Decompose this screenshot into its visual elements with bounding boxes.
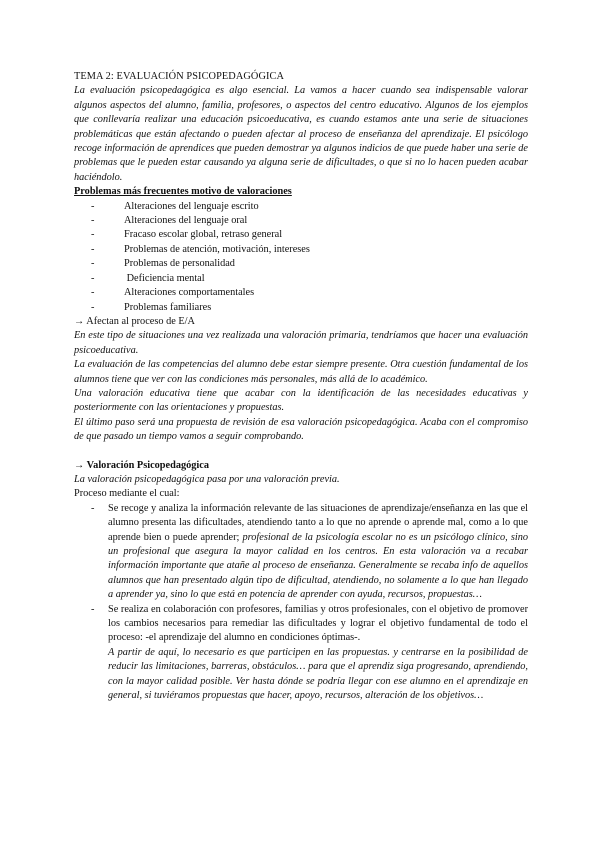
paragraph-identification: Una valoración educativa tiene que acabar con la identificación de las necesidades educativas y posteriormente con las orientaciones y propuestas.: [74, 387, 528, 414]
paragraph-primary-valuation: En este tipo de situaciones una vez realizada una valoración primaria, tendríamos que hacer una evaluación psicoeducativa.: [74, 330, 528, 356]
paragraph-competencies: La evaluación de las competencias del alumno debe estar siempre presente. Otra cuestión fundamental de los alumnos tiene que ver con las condiciones más personales, más allá de lo académico.: [74, 359, 528, 385]
process-text: Se recoge y analiza la información relevante de las situaciones de aprendizaje/enseñanza en las que el alumno presenta las dificultades, atendiendo tanto a lo que no aprende o aprende mal, como a lo que aprende bien o puede aprender;: [108, 502, 528, 543]
problems-heading: Problemas más frecuentes motivo de valoraciones: [74, 186, 292, 198]
process-text: Se realiza en colaboración con profesores, familias y otros profesionales, con el objetivo de promover los cambios necesarios para remediar las dificultades y lograr el objetivo fundamental de todo el proceso: -el aprendizaje del alumno en condiciones óptimas-.: [108, 603, 528, 644]
paragraph-last-step: El último paso será una propuesta de revisión de esa valoración psicopedagógica. Acaba con el compromiso de que pasado un tiempo vamos a seguir comprobando.: [74, 416, 528, 443]
list-item: - Problemas familiares: [91, 301, 528, 315]
affects-line: → Afectan al proceso de E/A: [74, 315, 195, 327]
document-page: [74, 70, 528, 703]
intro-paragraph: La evaluación psicopedagógica es algo esencial. La vamos a hacer cuando sea indispensable valorar algunos aspectos del alumno, familia, profesores, o aspectos del centro educativo. Algunos de los ejemplos que conllevaría realizar una educación psicoeducativa, es cuando estamos ante una serie de situaciones problemáticas que están afectando o pueden afectar al proceso de enseñanza del aprendizaje. El psicólogo recoge información de aprendices que pueden demostrar ya algunos indicios de que puede haber una serie de problemas que le pueden estar causando ya alguna serie de dificultades, o que si no lo hacen pueden acabar haciéndolo.: [74, 85, 528, 183]
list-item: - Problemas de atención, motivación, intereses: [91, 243, 528, 257]
process-label: Proceso mediante el cual:: [74, 488, 180, 500]
process-list: [74, 502, 528, 704]
list-item: [91, 603, 528, 704]
list-item: - Alteraciones comportamentales: [91, 286, 528, 300]
process-italic-text: profesional de la psicología escolar no es un psicólogo clínico, sino un profesional que asegura la mayor calidad en los centros. En esta valoración va a recabar información importante que atañe al proceso de enseñanza. Generalmente se recaba info de aquellos alumnos que han presentado algún tipo de dificultad, atendiendo, no solamente a lo que han llegado a aprender ya, sino lo que está en potencia de aprender con ayuda, recursos, propuestas…: [108, 531, 528, 601]
section-heading: → Valoración Psicopedagógica: [74, 459, 210, 471]
list-item: - Alteraciones del lenguaje escrito: [91, 200, 528, 214]
list-item: - Fracaso escolar global, retraso general: [91, 228, 528, 242]
list-item: - Deficiencia mental: [91, 272, 528, 286]
page-title: TEMA 2: EVALUACIÓN PSICOPEDAGÓGICA: [74, 71, 285, 82]
process-italic-text: A partir de aquí, lo necesario es que participen en las propuestas. y centrarse en la posibilidad de reducir las limitaciones, barreras, obstáculos… para que el aprendiz siga progresando, aprendiendo, con la mayor calidad posible. Ver hasta dónde se podría llegar con ese alumno en el aprendizaje en general, si tuviéramos propuestas que hacer, apoyo, recursos, alteración de los objetivos…: [108, 646, 528, 702]
spacer: [74, 445, 528, 459]
list-item: - Problemas de personalidad: [91, 257, 528, 271]
list-item: [91, 502, 528, 603]
section-subtitle: La valoración psicopedagógica pasa por una valoración previa.: [74, 473, 340, 485]
problems-list: [74, 200, 528, 315]
list-item: - Alteraciones del lenguaje oral: [91, 214, 528, 228]
